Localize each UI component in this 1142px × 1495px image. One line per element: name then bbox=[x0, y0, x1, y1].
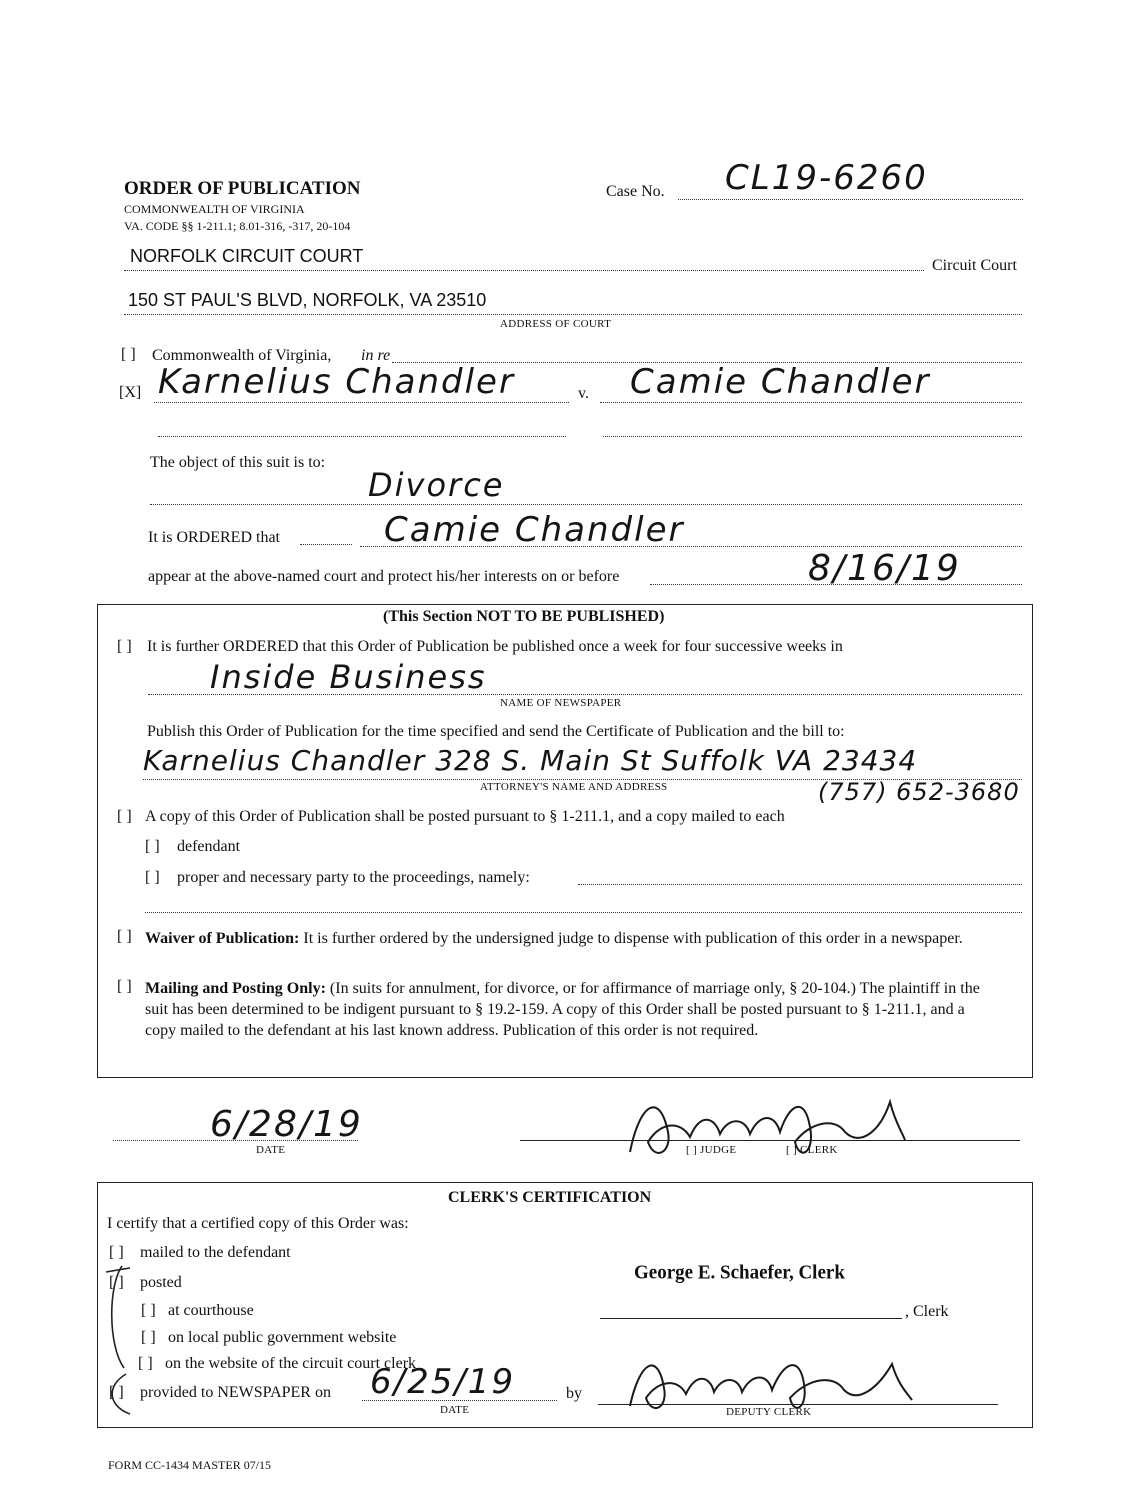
court-address-line bbox=[124, 314, 1022, 315]
website-label: on local public government website bbox=[168, 1329, 397, 1346]
court-name[interactable]: NORFOLK CIRCUIT COURT bbox=[130, 246, 364, 266]
newspaper-name[interactable]: Inside Business bbox=[210, 658, 487, 696]
judge-label: JUDGE bbox=[700, 1144, 737, 1156]
waiver-checkbox[interactable]: [ ] bbox=[117, 928, 132, 945]
mailed-label: mailed to the defendant bbox=[140, 1244, 291, 1261]
deputy-clerk-label: DEPUTY CLERK bbox=[726, 1406, 812, 1418]
posted-checkbox[interactable]: [ ] bbox=[109, 1274, 124, 1291]
judge-clerk-line bbox=[520, 1140, 1020, 1141]
proper-party-checkbox[interactable]: [ ] bbox=[145, 869, 160, 886]
order-date-label: DATE bbox=[256, 1144, 286, 1156]
in-re-label: in re bbox=[361, 347, 391, 364]
attorney-phone[interactable]: (757) 652-3680 bbox=[818, 778, 1020, 806]
plaintiff-line bbox=[154, 402, 569, 403]
defendant-line-2 bbox=[603, 436, 1022, 437]
section-heading: (This Section NOT TO BE PUBLISHED) bbox=[383, 608, 665, 625]
commonwealth-label: Commonwealth of Virginia, bbox=[152, 347, 332, 364]
court-name-line bbox=[124, 270, 924, 271]
va-code: VA. CODE §§ 1-211.1; 8.01-316, -317, 20-104 bbox=[124, 219, 351, 233]
appear-text: appear at the above-named court and protect his/her interests on or before bbox=[148, 568, 620, 585]
defendant-line bbox=[600, 402, 1022, 403]
provided-date-label: DATE bbox=[440, 1404, 470, 1416]
plaintiff-line-2 bbox=[158, 436, 566, 437]
versus-label: v. bbox=[578, 385, 589, 402]
appear-date[interactable]: 8/16/19 bbox=[808, 548, 961, 589]
publish-text: Publish this Order of Publication for the time specified and send the Certificate of Publication and the bill to: bbox=[147, 723, 845, 740]
publish-checkbox[interactable]: [ ] bbox=[117, 638, 132, 655]
object-value[interactable]: Divorce bbox=[368, 466, 505, 504]
attorney-label: ATTORNEY'S NAME AND ADDRESS bbox=[480, 781, 668, 793]
copy-checkbox[interactable]: [ ] bbox=[117, 808, 132, 825]
clerk-website-checkbox[interactable]: [ ] bbox=[138, 1355, 153, 1372]
judge-signature[interactable] bbox=[620, 1092, 910, 1168]
attorney-address[interactable]: Karnelius Chandler 328 S. Main St Suffolk VA 23434 bbox=[143, 744, 918, 777]
commonwealth-checkbox[interactable]: [ ] bbox=[121, 346, 136, 363]
order-date[interactable]: 6/28/19 bbox=[210, 1104, 363, 1145]
clerk-signature-line bbox=[600, 1318, 902, 1319]
plaintiff-name[interactable]: Karnelius Chandler bbox=[158, 362, 515, 402]
case-number-line bbox=[678, 199, 1023, 200]
clerk-label: CLERK bbox=[800, 1144, 838, 1156]
clerk-checkbox[interactable]: [ ] bbox=[786, 1144, 797, 1156]
clerk-cert-heading: CLERK'S CERTIFICATION bbox=[448, 1189, 652, 1206]
clerk-website-label: on the website of the circuit court clerk bbox=[165, 1355, 417, 1372]
form-number: FORM CC-1434 MASTER 07/15 bbox=[108, 1458, 272, 1472]
form-title: ORDER OF PUBLICATION bbox=[124, 178, 361, 199]
ordered-lead-line bbox=[300, 544, 352, 545]
ordered-party[interactable]: Camie Chandler bbox=[384, 510, 685, 550]
posted-bracket-mark bbox=[100, 1256, 140, 1424]
case-number[interactable]: CL19-6260 bbox=[725, 158, 928, 198]
form-subtitle: COMMONWEALTH OF VIRGINIA bbox=[124, 202, 305, 216]
judge-checkbox[interactable]: [ ] bbox=[686, 1144, 697, 1156]
object-label: The object of this suit is to: bbox=[150, 454, 326, 471]
provided-checkbox[interactable]: [ ] bbox=[109, 1384, 124, 1401]
object-line bbox=[150, 504, 1022, 505]
website-checkbox[interactable]: [ ] bbox=[141, 1329, 156, 1346]
proper-party-label: proper and necessary party to the proceedings, namely: bbox=[177, 869, 530, 886]
proper-party-line-2 bbox=[145, 912, 1022, 913]
mailing-heading: Mailing and Posting Only: bbox=[145, 980, 326, 997]
proper-party-line bbox=[578, 884, 1022, 885]
newspaper-label: NAME OF NEWSPAPER bbox=[500, 697, 622, 709]
address-of-court-label: ADDRESS OF COURT bbox=[500, 318, 612, 330]
waiver-heading: Waiver of Publication: bbox=[145, 930, 300, 947]
courthouse-label: at courthouse bbox=[168, 1302, 254, 1319]
waiver-text: It is further ordered by the undersigned judge to dispense with publication of this order in a newspaper. bbox=[303, 930, 963, 947]
mailing-text: (In suits for annulment, for divorce, or for affirmance of marriage only, § 20-104.) The plaintiff in the suit has been determined to be indigent pursuant to § 19.2-159. A copy of this Order shall be posted pursuant to § 1-211.1, and a copy mailed to the defendant at his last known address. Publication of this order is not required. bbox=[145, 980, 980, 1039]
provided-date[interactable]: 6/25/19 bbox=[370, 1362, 516, 1402]
circuit-court-suffix: Circuit Court bbox=[932, 257, 1017, 274]
further-ordered-text: It is further ORDERED that this Order of Publication be published once a week for four successive weeks in bbox=[147, 638, 843, 655]
provided-label: provided to NEWSPAPER on bbox=[140, 1384, 331, 1401]
clerk-cert-intro: I certify that a certified copy of this Order was: bbox=[107, 1215, 409, 1232]
by-label: by bbox=[566, 1385, 582, 1402]
copy-text: A copy of this Order of Publication shall be posted pursuant to § 1-211.1, and a copy mailed to each bbox=[145, 808, 785, 825]
clerk-suffix: , Clerk bbox=[905, 1303, 949, 1320]
newspaper-line bbox=[148, 694, 1022, 695]
posted-label: posted bbox=[140, 1274, 182, 1291]
defendant-name[interactable]: Camie Chandler bbox=[630, 362, 931, 402]
case-number-label: Case No. bbox=[606, 183, 665, 200]
versus-checkbox[interactable]: [X] bbox=[119, 384, 142, 401]
ordered-label: It is ORDERED that bbox=[148, 529, 280, 546]
courthouse-checkbox[interactable]: [ ] bbox=[141, 1302, 156, 1319]
defendant-label: defendant bbox=[177, 838, 241, 855]
deputy-clerk-line bbox=[598, 1404, 998, 1405]
judge-option[interactable] bbox=[686, 1144, 736, 1156]
clerk-name-stamp: George E. Schaefer, Clerk bbox=[634, 1261, 845, 1284]
mailing-paragraph bbox=[145, 978, 995, 1041]
mailing-checkbox[interactable]: [ ] bbox=[117, 978, 132, 995]
waiver-paragraph bbox=[145, 928, 1015, 949]
clerk-option[interactable] bbox=[786, 1144, 838, 1156]
ordered-line bbox=[360, 546, 1022, 547]
mailed-checkbox[interactable]: [ ] bbox=[109, 1244, 124, 1261]
defendant-checkbox[interactable]: [ ] bbox=[145, 838, 160, 855]
court-address[interactable]: 150 ST PAUL'S BLVD, NORFOLK, VA 23510 bbox=[128, 290, 487, 310]
